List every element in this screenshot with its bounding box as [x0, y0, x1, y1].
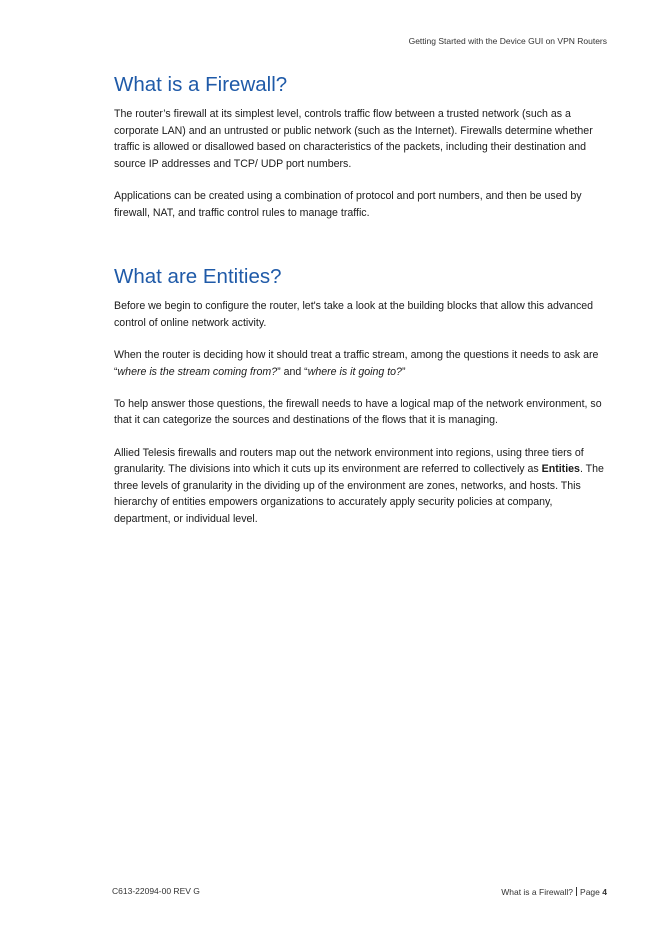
firewall-paragraph-1: The router’s firewall at its simplest level, controls traffic flow between a trusted network (such as a corporate LAN) and an untrusted or public network (such as the Internet). Firewalls determine whether traffic is allowed or disallowed based on characteristics of the packets, including their destination and source IP addresses and TCP/ UDP port numbers. — [114, 108, 593, 170]
firewall-paragraph-2: Applications can be created using a combination of protocol and port numbers, and then be used by firewall, NAT, and traffic control rules to manage traffic. — [114, 189, 582, 219]
entities-paragraph-1: Before we begin to configure the router, let's take a look at the building blocks that allow this advanced control of online network activity. — [114, 300, 594, 329]
entities-heading: What are Entities? — [114, 265, 282, 289]
entities-paragraph-4 — [114, 445, 610, 528]
document-code: C613-22094-00 REV G — [112, 886, 200, 896]
entities-section — [114, 262, 610, 527]
entities-p2-question-2: where is it going to? — [307, 365, 402, 378]
entities-p2-text-b: ” and “ — [277, 365, 308, 378]
entities-paragraph-2 — [114, 347, 610, 380]
entities-term: Entities — [541, 463, 580, 476]
footer-page-label: Page — [580, 887, 600, 897]
footer-page-info — [501, 887, 607, 897]
firewall-heading: What is a Firewall? — [114, 73, 288, 96]
running-header: Getting Started with the Device GUI on VPN Routers — [408, 36, 607, 46]
entities-p2-text-c: ” — [401, 365, 406, 378]
firewall-section — [114, 70, 610, 221]
footer-section-label: What is a Firewall? — [501, 887, 574, 897]
page-content — [114, 70, 610, 543]
entities-p4-text-b: . The three levels of granularity in the dividing up of the environment are zones, networks, and hosts. This hierarchy of entities empowers organizations to accurately apply security policies at company, department, or individual level. — [114, 463, 604, 525]
entities-p2-question-1: where is the stream coming from? — [117, 365, 278, 378]
entities-p4-text-a: Allied Telesis firewalls and routers map out the network environment into regions, using three tiers of granularity. The divisions into which it cuts up its environment are referred to collectively as — [114, 446, 584, 476]
footer-separator — [576, 887, 577, 896]
page-number: 4 — [602, 887, 607, 897]
entities-p2-text-a: When the router is deciding how it should treat a traffic stream, among the questions it needs to ask are “ — [114, 348, 599, 378]
entities-paragraph-3: To help answer those questions, the firewall needs to have a logical map of the network environment, so that it can categorize the sources and destinations of the flows that it is managing. — [114, 397, 602, 427]
